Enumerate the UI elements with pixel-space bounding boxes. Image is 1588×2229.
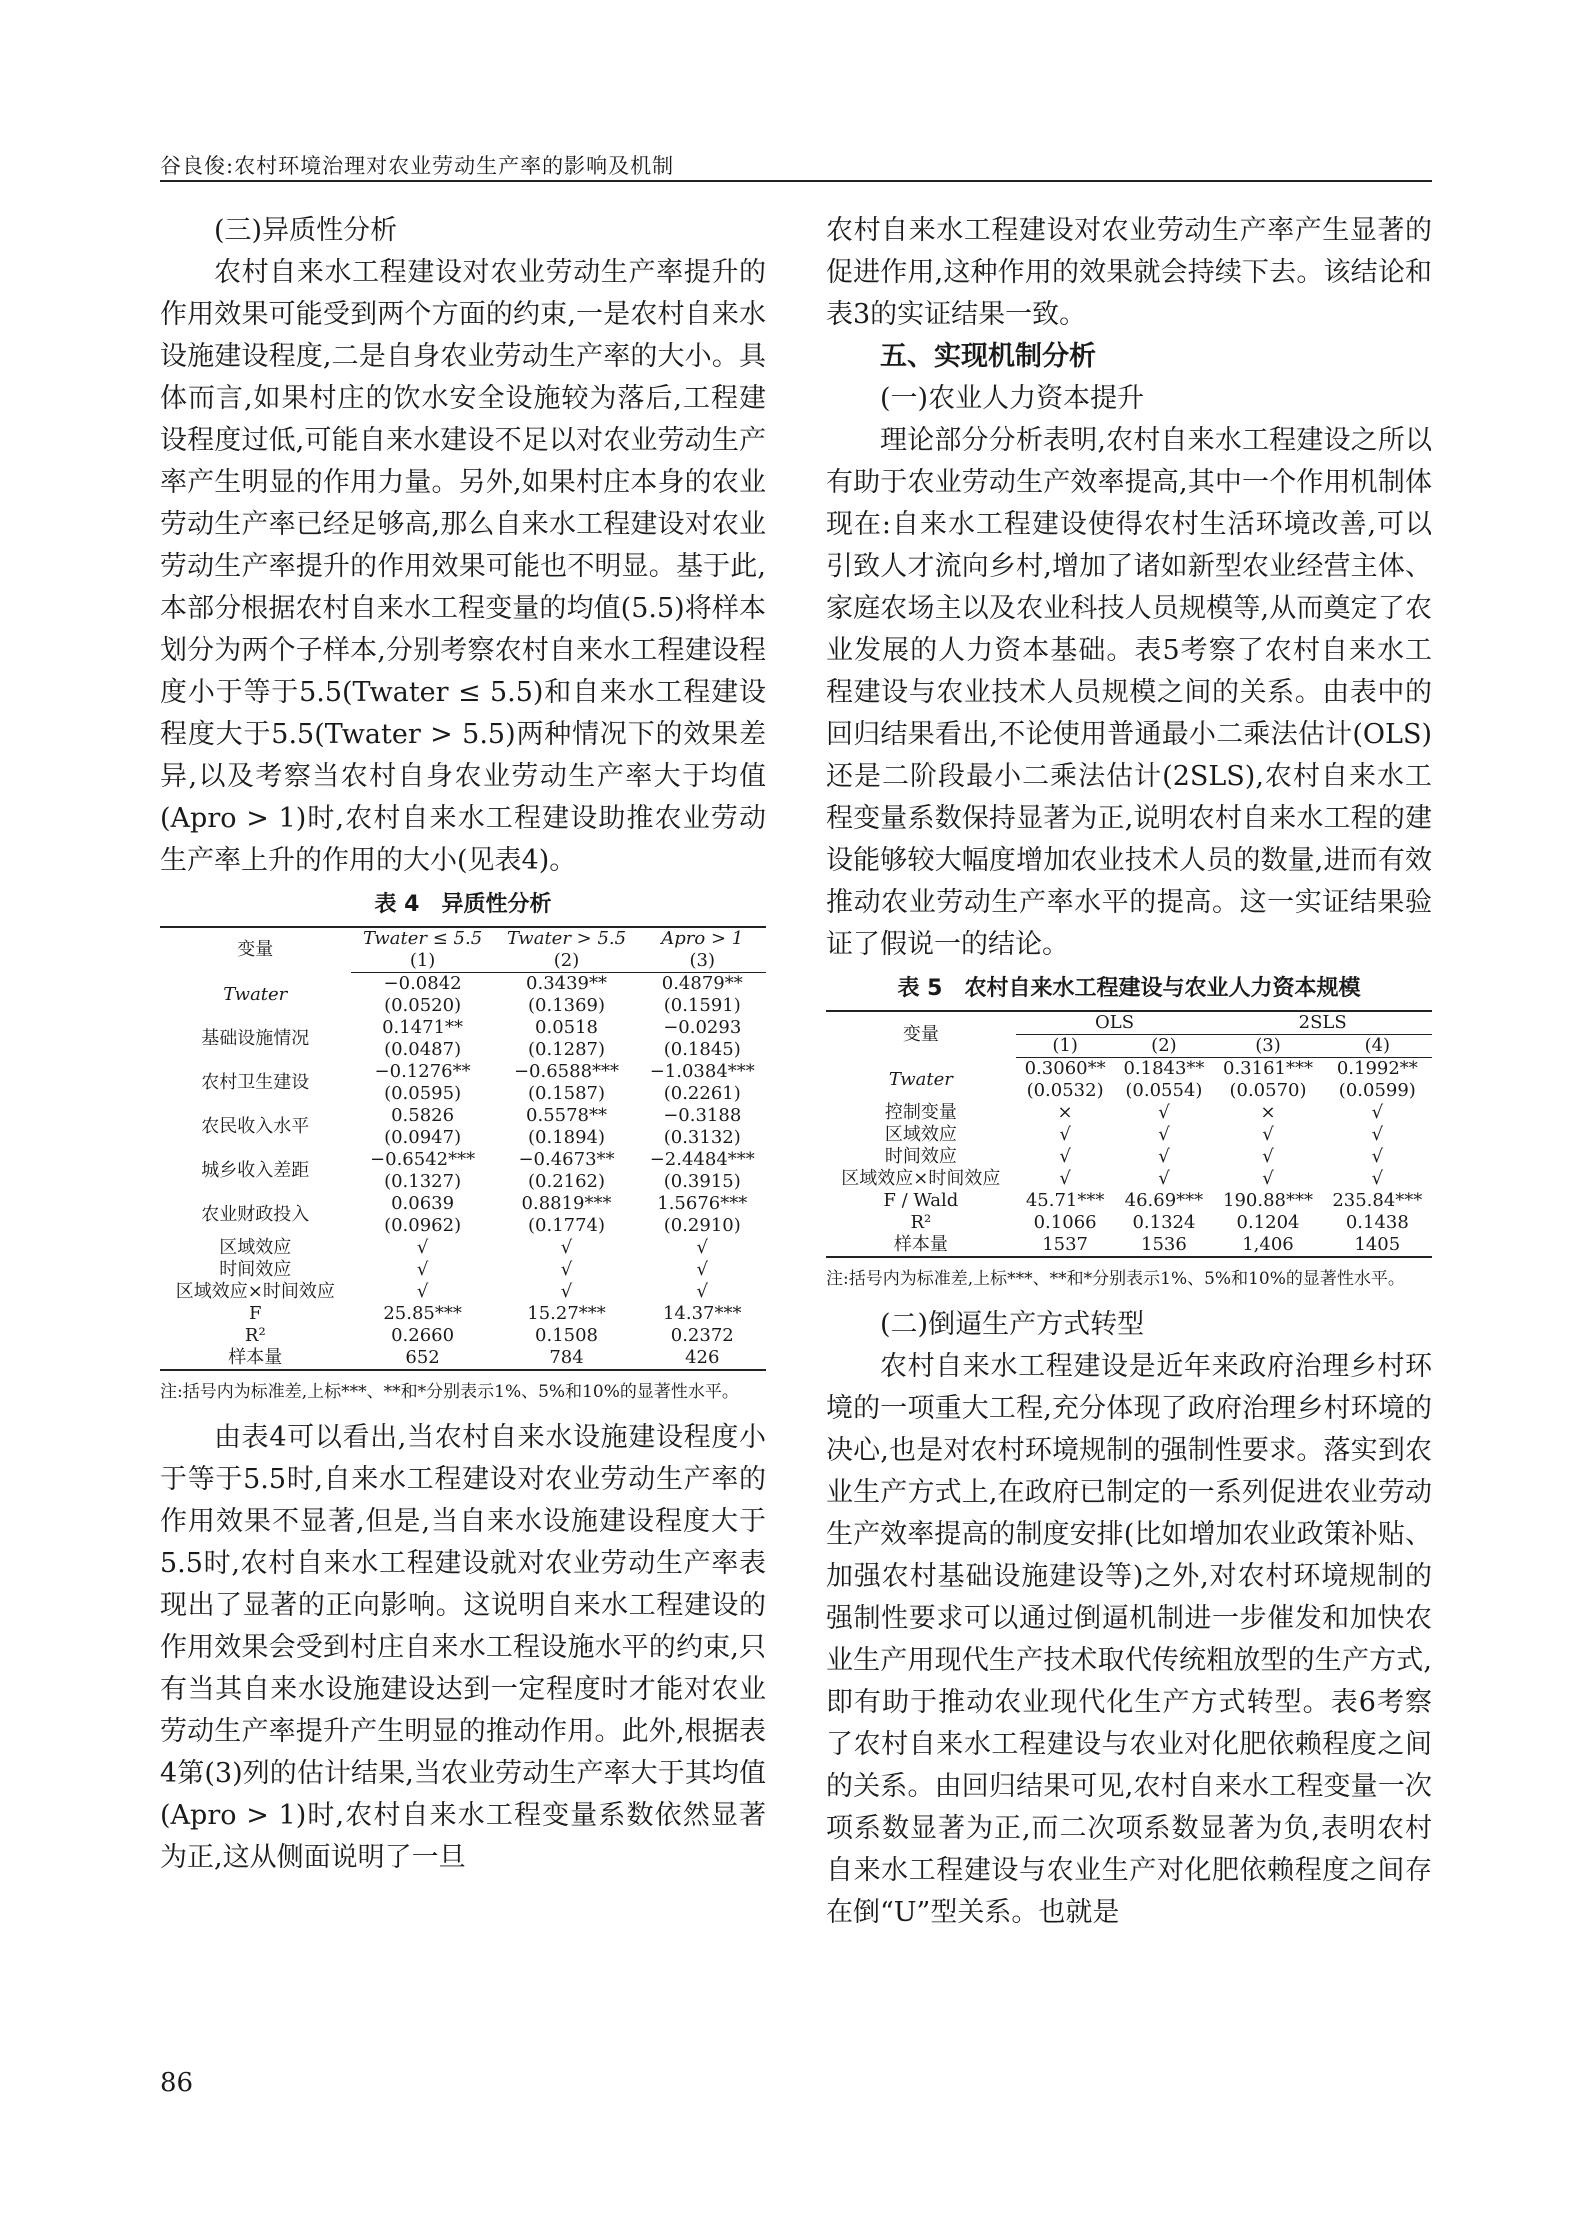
table5-value: √ (1262, 1146, 1274, 1167)
section-heading-mechanism: 五、实现机制分析 (880, 341, 1096, 372)
table5-group-2sls: 2SLS (1213, 1011, 1432, 1035)
table5-value: 0.1324 (1132, 1212, 1196, 1233)
table4-se: (0.3915) (663, 1171, 741, 1192)
table4-value: √ (560, 1281, 573, 1302)
table5-value: √ (1059, 1168, 1071, 1189)
table5-row-label: R² (910, 1212, 932, 1233)
table4-col-head: Twater > 5.5 (495, 927, 639, 950)
table4-se: (0.1587) (528, 1083, 606, 1104)
table4-row-label: 农村卫生建设 (201, 1072, 310, 1093)
table5-value: 0.1438 (1345, 1212, 1409, 1233)
table4-coef: 0.1471** (382, 1017, 464, 1038)
table4-coef: 1.5676*** (657, 1193, 748, 1214)
paragraph: 农村自来水工程建设对农业劳动生产率提升的作用效果可能受到两个方面的约束,一是农村自来水设施建设程度,二是自身农业劳动生产率的大小。具体而言,如果村庄的饮水安全设施较为落后,工程建设程度过低,可能自来水建设不足以对农业劳动生产率产生明显的作用力量。另外,如果村庄本身的农业劳动生产率已经足够高,那么自来水工程建设对农业劳动生产率提升的作用效果可能也不明显。基于此,本部分根据农村自来水工程变量的均值(5.5)将样本划分为两个子样本,分别考察农村自来水工程建设程度小于等于5.5(Twater ≤ 5.5)和自来水工程建设程度大于5.5(Twater > 5.5)两种情况下的效果差异,以及考察当农村自身农业劳动生产率大于均值(Apro > 1)时,农村自来水工程建设助推农业劳动生产率上升的作用的大小(见表4)。 (160, 257, 766, 876)
table5-value: × (1057, 1102, 1073, 1123)
table4-se: (0.2910) (663, 1215, 741, 1236)
table5-col-num: (4) (1323, 1035, 1432, 1058)
table4-coef: −0.6588*** (513, 1061, 620, 1082)
table4-coef: −0.6542*** (370, 1149, 476, 1170)
table4-row-label: 区域效应×时间效应 (175, 1281, 335, 1302)
table4-coef: −0.0842 (383, 973, 462, 994)
table4-se: (0.0595) (384, 1083, 462, 1104)
table5-value: 235.84*** (1332, 1190, 1423, 1211)
table5-row-label: 控制变量 (884, 1102, 957, 1123)
table4-se: (0.0947) (384, 1127, 462, 1148)
table5-value: √ (1371, 1168, 1384, 1189)
table5-var-header: 变量 (826, 1011, 1016, 1058)
table4-value: √ (416, 1259, 429, 1280)
table-row (160, 1237, 766, 1259)
table4-row-label: F (249, 1303, 262, 1324)
table-row (826, 1190, 1432, 1212)
table5-value: √ (1371, 1146, 1384, 1167)
table4-coef: −1.0384*** (649, 1061, 755, 1082)
table5-value: √ (1371, 1102, 1384, 1123)
paragraph: 由表4可以看出,当农村自来水设施建设程度小于等于5.5时,自来水工程建设对农业劳动生产率的作用效果不显著,但是,当自来水设施建设程度大于5.5时,农村自来水工程建设就对农业劳动生产率表现出了显著的正向影响。这说明自来水工程建设的作用效果会受到村庄自来水工程设施水平的约束,只有当其自来水设施建设达到一定程度时才能对农业劳动生产率提升产生明显的推动作用。此外,根据表4第(3)列的估计结果,当农业劳动生产率大于其均值(Apro > 1)时,农村自来水工程变量系数依然显著为正,这从侧面说明了一旦 (160, 1422, 766, 1873)
table5-value: √ (1371, 1124, 1384, 1145)
table4-se: (0.3132) (663, 1127, 741, 1148)
table4-var-header: 变量 (160, 927, 351, 973)
table5-coef: 0.1843** (1123, 1058, 1205, 1079)
table4-value: 25.85*** (383, 1303, 462, 1324)
table4-se: (0.1774) (528, 1215, 606, 1236)
table4-se: (0.1845) (663, 1039, 741, 1060)
table4-value: √ (416, 1281, 429, 1302)
table4-value: 15.27*** (527, 1303, 606, 1324)
table4-caption: 表 4 异质性分析 (374, 892, 552, 917)
table4-value: 0.2372 (670, 1325, 734, 1346)
table4-value: √ (696, 1259, 708, 1280)
table4-coef: 0.5826 (391, 1105, 455, 1126)
table4-col-num: (2) (495, 950, 639, 973)
table4-row-label: 基础设施情况 (201, 1028, 310, 1049)
table4-se: (0.2261) (663, 1083, 741, 1104)
table4-row-label: 城乡收入差距 (201, 1160, 310, 1181)
table-row (826, 1168, 1432, 1190)
table4-coef: −0.3188 (663, 1105, 742, 1126)
table4-se: (0.0487) (384, 1039, 462, 1060)
table4-se: (0.1369) (528, 995, 606, 1016)
table4-value: 784 (495, 1347, 639, 1370)
table5-row-label: 区域效应×时间效应 (841, 1168, 1001, 1189)
section-heading-heterogeneity: (三)异质性分析 (214, 215, 398, 246)
table-row (826, 1102, 1432, 1124)
table5-se: (0.0554) (1125, 1080, 1203, 1101)
table-row (160, 1149, 766, 1171)
table5-value: √ (1158, 1102, 1170, 1123)
paragraph: 农村自来水工程建设是近年来政府治理乡村环境的一项重大工程,充分体现了政府治理乡村环境的决心,也是对农村环境规制的强制性要求。落实到农业生产方式上,在政府已制定的一系列促进农业劳动生产效率提高的制度安排(比如增加农业政策补贴、加强农村基础设施建设等)之外,对农村环境规制的强制性要求可以通过倒逼机制进一步催发和加快农业生产用现代生产技术取代传统粗放型的生产方式,即有助于推动农业现代化生产方式转型。表6考察了农村自来水工程建设与农业对化肥依赖程度之间的关系。由回归结果可见,农村自来水工程变量一次项系数显著为正,而二次项系数显著为负,表明农村自来水工程建设与农业生产对化肥依赖程度之间存在倒“U”型关系。也就是 (826, 1351, 1432, 1928)
left-column (160, 210, 766, 1879)
table5-row-label: 区域效应 (884, 1124, 957, 1145)
table-row (826, 1058, 1432, 1081)
table5-value: 190.88*** (1223, 1190, 1313, 1211)
table5-value: 1536 (1115, 1234, 1214, 1257)
paragraph: 农村自来水工程建设对农业劳动生产率产生显著的促进作用,这种作用的效果就会持续下去。该结论和表3的实证结果一致。 (826, 215, 1432, 330)
table4-value: 14.37*** (662, 1303, 742, 1324)
table5-value: 46.69*** (1124, 1190, 1204, 1211)
table4-coef: 0.8819*** (521, 1193, 612, 1214)
table4-se: (0.0962) (384, 1215, 462, 1236)
table5-value: 1537 (1016, 1234, 1115, 1257)
table5-group-ols: OLS (1016, 1011, 1214, 1035)
table4-coef: −0.4673** (518, 1149, 615, 1170)
table5-col-num: (2) (1115, 1035, 1214, 1058)
table4-value: √ (560, 1237, 573, 1258)
table5-value: √ (1158, 1168, 1170, 1189)
table4-col-num: (1) (351, 950, 495, 973)
table4 (160, 926, 766, 1371)
table5-row-label: 时间效应 (884, 1146, 957, 1167)
table5-col-num: (1) (1016, 1035, 1115, 1058)
table-row (160, 1303, 766, 1325)
table4-value: 426 (638, 1347, 766, 1370)
table5-value: √ (1158, 1124, 1170, 1145)
table4-se: (0.2162) (528, 1171, 606, 1192)
table-row (826, 1212, 1432, 1234)
table4-value: √ (560, 1259, 573, 1280)
table5-note: 注:括号内为标准差,上标***、**和*分别表示1%、5%和10%的显著性水平。 (826, 1269, 1405, 1289)
table5-col-num: (3) (1213, 1035, 1322, 1058)
table4-coef: −0.0293 (663, 1017, 742, 1038)
table5 (826, 1010, 1432, 1258)
table4-row-label: 农业财政投入 (201, 1204, 310, 1225)
table-row (160, 1193, 766, 1215)
right-column (826, 210, 1432, 1934)
table4-value: √ (696, 1237, 708, 1258)
table5-se: (0.0570) (1229, 1080, 1307, 1101)
table5-value: 0.1204 (1236, 1212, 1300, 1233)
table4-col-head: Twater ≤ 5.5 (351, 927, 495, 950)
table-row (826, 1124, 1432, 1146)
table-row (826, 1234, 1432, 1257)
table4-note: 注:括号内为标准差,上标***、**和*分别表示1%、5%和10%的显著性水平。 (160, 1382, 739, 1402)
table-row (826, 1146, 1432, 1168)
table5-value: √ (1262, 1124, 1274, 1145)
table4-coef: −0.1276** (374, 1061, 471, 1082)
table4-value: 0.2660 (391, 1325, 455, 1346)
table5-value: 0.1066 (1033, 1212, 1097, 1233)
table4-coef: 0.0639 (391, 1193, 455, 1214)
table5-caption: 表 5 农村自来水工程建设与农业人力资本规模 (897, 976, 1361, 1001)
table5-value: × (1260, 1102, 1276, 1123)
table4-se: (0.0520) (384, 995, 462, 1016)
table5-coef: 0.1992** (1336, 1058, 1418, 1079)
table-row (160, 973, 766, 996)
table5-row-label: F / Wald (883, 1190, 959, 1211)
table5-value: √ (1059, 1124, 1071, 1145)
table5-se: (0.0532) (1026, 1080, 1104, 1101)
table5-value: 1,406 (1213, 1234, 1322, 1257)
table5-value: √ (1158, 1146, 1170, 1167)
table4-col-num: (3) (638, 950, 766, 973)
table4-value: 652 (351, 1347, 495, 1370)
table4-se: (0.1327) (384, 1171, 462, 1192)
table-row (160, 1325, 766, 1347)
header-rule (160, 180, 1432, 182)
table5-coef: 0.3161*** (1223, 1058, 1313, 1079)
table4-se: (0.1591) (663, 995, 741, 1016)
table5-row-label: 样本量 (826, 1234, 1016, 1257)
page-number: 86 (160, 2068, 194, 2098)
table-row (160, 1061, 766, 1083)
table5-value: 45.71*** (1025, 1190, 1105, 1211)
table4-row-label: Twater (223, 983, 288, 1005)
subsection-heading-production-mode: (二)倒逼生产方式转型 (880, 1309, 1145, 1340)
table-row (160, 1017, 766, 1039)
table4-coef: 0.5578** (526, 1105, 607, 1126)
table4-se: (0.1894) (528, 1127, 606, 1148)
table5-value: √ (1262, 1168, 1274, 1189)
table4-value: 0.1508 (535, 1325, 598, 1346)
table4-row-label: 时间效应 (219, 1259, 292, 1280)
table4-se: (0.1287) (528, 1039, 606, 1060)
running-header: 谷良俊:农村环境治理对农业劳动生产率的影响及机制 (160, 154, 675, 178)
table-row (160, 1281, 766, 1303)
table5-se: (0.0599) (1338, 1080, 1416, 1101)
table4-row-label: 区域效应 (219, 1237, 292, 1258)
table4-row-label: 农民收入水平 (201, 1116, 310, 1137)
table-row (160, 1259, 766, 1281)
table4-row-label: 样本量 (160, 1347, 351, 1370)
table4-value: √ (416, 1237, 429, 1258)
table5-value: 1405 (1323, 1234, 1432, 1257)
paragraph: 理论部分分析表明,农村自来水工程建设之所以有助于农业劳动生产效率提高,其中一个作用机制体现在:自来水工程建设使得农村生活环境改善,可以引致人才流向乡村,增加了诸如新型农业经营主体、家庭农场主以及农业科技人员规模等,从而奠定了农业发展的人力资本基础。表5考察了农村自来水工程建设与农业技术人员规模之间的关系。由表中的回归结果看出,不论使用普通最小二乘法估计(OLS)还是二阶段最小二乘法估计(2SLS),农村自来水工程变量系数保持显著为正,说明农村自来水工程的建设能够较大幅度增加农业技术人员的数量,进而有效推动农业劳动生产率水平的提高。这一实证结果验证了假说一的结论。 (826, 425, 1432, 960)
table-row (160, 1105, 766, 1127)
table5-coef: 0.3060** (1024, 1058, 1106, 1079)
table5-row-label: Twater (888, 1068, 953, 1090)
table4-value: √ (696, 1281, 708, 1302)
table4-coef: 0.3439** (526, 973, 607, 994)
table-row (160, 1347, 766, 1370)
subsection-heading-human-capital: (一)农业人力资本提升 (880, 383, 1145, 414)
table5-value: √ (1059, 1146, 1071, 1167)
table4-col-head: Apro > 1 (638, 927, 766, 950)
table4-coef: 0.4879** (661, 973, 743, 994)
table4-coef: −2.4484*** (649, 1149, 755, 1170)
table4-coef: 0.0518 (535, 1017, 598, 1038)
table4-row-label: R² (244, 1325, 266, 1346)
